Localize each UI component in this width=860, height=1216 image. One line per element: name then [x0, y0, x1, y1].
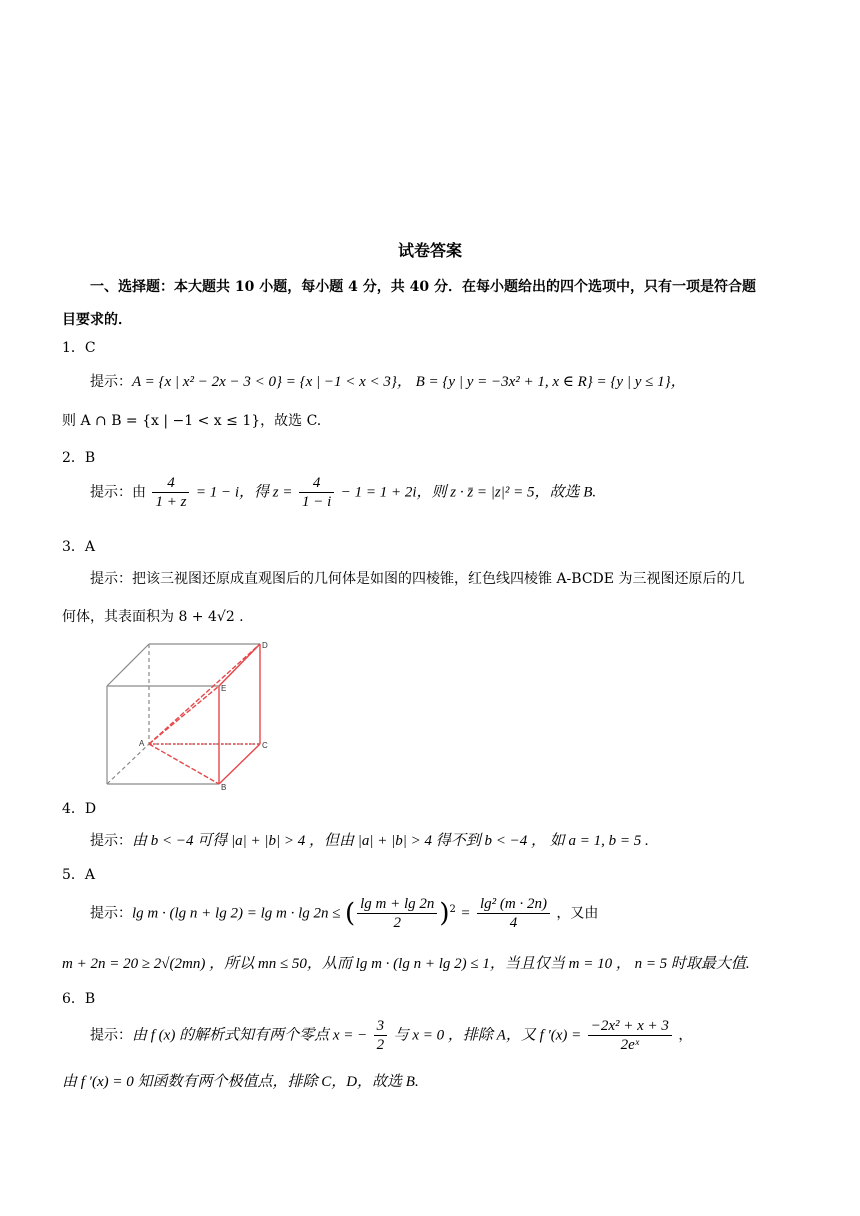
q6-frac1-num: 3 — [374, 1017, 388, 1036]
hint-prefix: 提示： — [90, 1027, 132, 1044]
pyramid-figure — [95, 638, 285, 793]
q2-fraction-1 — [152, 474, 189, 511]
hint-prefix: 提示： — [90, 833, 132, 849]
q1-math-line2: 则 A ∩ B = {x | −1 < x ≤ 1}，故选 C. — [62, 413, 322, 429]
q5-text-2: = — [460, 905, 471, 922]
pyramid-edge — [219, 744, 260, 784]
hint-1 — [90, 370, 686, 391]
q6-text-1: 由 f (x) 的解析式知有两个零点 x = − — [132, 1027, 368, 1044]
q5-text-3: ，又由 — [556, 905, 599, 922]
q5-line2 — [62, 952, 750, 973]
answer-1: 1．C — [62, 340, 96, 356]
q4-text: 由 b < −4 可得 |a| + |b| > 4 ，但由 |a| + |b| > 4 得不到 b < −4 ， 如 a = 1, b = 5 . — [132, 833, 649, 849]
right-paren: ) — [439, 898, 450, 929]
hint-3 — [90, 568, 744, 588]
answer-6: 6．B — [62, 991, 96, 1007]
hint-prefix: 提示： — [90, 571, 132, 587]
vertex-label-b: B — [221, 783, 227, 792]
q5-text-1: lg m · (lg n + lg 2) = lg m · lg 2n ≤ — [132, 905, 341, 922]
q5-fraction-1 — [357, 895, 437, 932]
vertex-label-c: C — [262, 741, 268, 750]
q2-text-3: − 1 = 1 + 2i，则 z · z̄ = |z|² = 5，故选 B. — [340, 484, 597, 501]
pyramid-edge — [149, 686, 219, 744]
q5-text-line2: m + 2n = 20 ≥ 2√(2mn) ，所以 mn ≤ 50，从而 lg m · (lg n + lg 2) ≤ 1，当且仅当 m = 10 ， n = 5 时取最大值. — [62, 956, 750, 972]
q6-fraction-1 — [374, 1017, 388, 1054]
q2-fraction-2 — [299, 474, 334, 511]
pyramid-edges — [149, 644, 260, 784]
q5-fraction-2 — [477, 895, 550, 932]
hint-prefix: 提示： — [90, 905, 132, 922]
pyramid-edge — [149, 644, 260, 744]
pyramid-edge — [149, 744, 219, 784]
hint-5: 提示：lg m · (lg n + lg 2) = lg m · lg 2n ≤ ( $\frac{\text{lg m + lg 2n}}{2}$ )$^2$ = $\frac{\text{lg² (m · 2n)}}{4}$ ，又由 — [90, 896, 599, 931]
q2-text-1: 由 — [132, 484, 146, 501]
q2-frac1-den: 1 + z — [155, 494, 187, 510]
q6-fraction-2 — [588, 1017, 672, 1054]
q6-text-2: 与 x = 0 ，排除 A，又 f ′(x) = — [393, 1027, 582, 1044]
q5-frac2-den: 4 — [509, 915, 518, 931]
q2-text-2: = 1 − i，得 z = — [195, 484, 293, 501]
q6-line2 — [62, 1070, 419, 1091]
answer-2: 2．B — [62, 450, 96, 466]
q2-frac2-den: 1 − i — [301, 494, 332, 510]
hidden-edge — [107, 744, 149, 784]
q2-frac2-num: 4 — [299, 474, 334, 493]
hint-6 — [90, 1017, 692, 1054]
section-heading-line1: 一、选择题：本大题共 10 小题，每小题 4 分，共 40 分．在每小题给出的四个选项中，只有一项是符合题 — [90, 279, 756, 295]
page-title: 试卷答案 — [397, 241, 462, 260]
section-heading-line2: 目要求的． — [62, 312, 132, 328]
q5-frac2-num: lg² (m · 2n) — [477, 895, 550, 914]
q5-frac1-num: lg m + lg 2n — [357, 895, 437, 914]
hint-4 — [90, 829, 649, 850]
hint-prefix: 提示： — [90, 374, 132, 390]
vertex-label-a: A — [139, 739, 145, 748]
q2-frac1-num: 4 — [152, 474, 189, 493]
q6-frac2-num: −2x² + x + 3 — [588, 1017, 672, 1036]
hint-2 — [90, 474, 596, 511]
q5-frac1-den: 2 — [393, 915, 401, 931]
q1-math-line1: A = {x | x² − 2x − 3 < 0} = {x | −1 < x < 3}， B = {y | y = −3x² + 1, x ∈ R} = {y | y ≤ 1}， — [132, 374, 686, 390]
q6-frac2-den: 2eˣ — [620, 1037, 640, 1053]
answer-4: 4．D — [62, 801, 97, 817]
q6-text-line2: 由 f ′(x) = 0 知函数有两个极值点，排除 C，D，故选 B. — [62, 1074, 419, 1090]
vertex-label-d: D — [262, 641, 268, 650]
hint-prefix: 提示： — [90, 484, 132, 501]
answer-5: 5．A — [62, 867, 96, 883]
q3-text-line2: 何体，其表面积为 8 + 4√2 . — [62, 609, 244, 625]
vertex-label-e: E — [221, 684, 227, 693]
q6-frac1-den: 2 — [376, 1037, 385, 1053]
q3-text-line1: 把该三视图还原成直观图后的几何体是如图的四棱锥，红色线四棱锥 A-BCDE 为三视图还原后的几 — [132, 571, 745, 587]
answer-3: 3．A — [62, 539, 96, 555]
left-paren: ( — [344, 898, 356, 929]
cube-edge — [107, 644, 149, 686]
q6-text-3: ， — [678, 1027, 693, 1044]
